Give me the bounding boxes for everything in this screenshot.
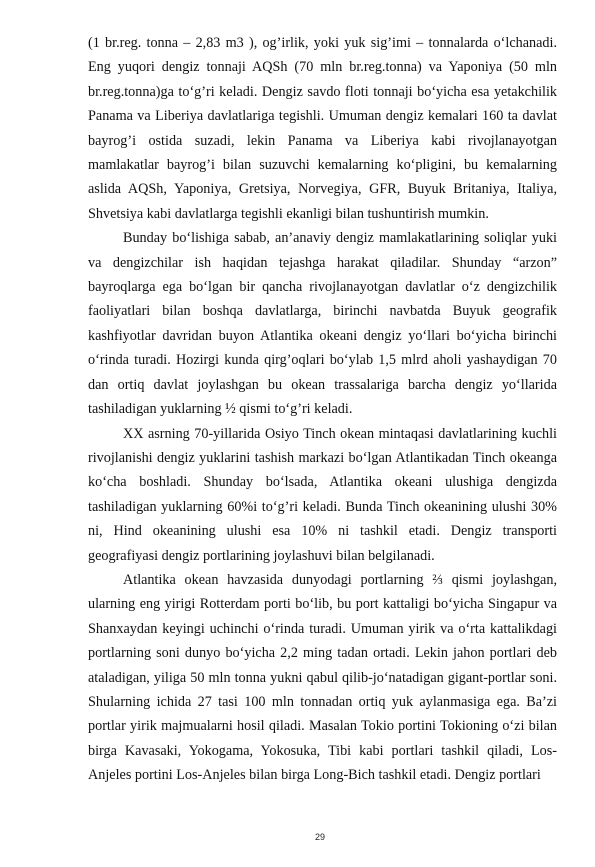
paragraph: Atlantika okean havzasida dunyodagi portlarning ⅔ qismi joylashgan, ularning eng yirigi Rotterdam porti bo‘lib, bu port kattaligi bo‘yicha Singapur va Shanxaydan keyingi uchinchi o‘rinda turadi. Umuman yirik va o‘rta kattalikdagi portlarning soni dunyo bo‘yicha 2,2 ming tadan ortadi. Lekin jahon portlari deb ataladigan, yiliga 50 mln tonna yukni qabul qilib-jo‘natadigan gigant-portlar soni. Shularning ichida 27 tasi 100 mln tonnadan ortiq yuk aylanmasiga ega. Ba’zi portlar yirik majmualarni hosil qiladi. Masalan Tokio portini Tokioning o‘zi bilan birga Kavasaki, Yokogama, Yokosuka, Tibi kabi portlari tashkil qiladi, Los-Anjeles portini Los-Anjeles bilan birga Long-Bich tashkil etadi. Dengiz portlari <box>88 571 557 784</box>
paragraph: Bunday bo‘lishiga sabab, an’anaviy dengiz mamlakatlarining soliqlar yuki va dengizchilar ish haqidan tejashga harakat qiladilar. Shunday “arzon” bayroqlarga ega bo‘lgan bir qancha rivojlanayotgan davlatlar o‘z dengizchilik faoliyatlari bilan boshqa davlatlarga, birinchi navbatda Buyuk geografik kashfiyotlar davridan buyon Atlantika okeani dengiz yo‘llari bo‘yicha birinchi o‘rinda turadi. Hozirgi kunda qirg’oqlari bo‘ylab 1,5 mlrd aholi yashaydigan 70 dan ortiq davlat joylashgan bu okean trassalariga barcha dengiz yo‘llarida tashiladigan yuklarning ½ qismi to‘g’ri keladi. <box>88 230 557 418</box>
page-number: 29 <box>314 832 325 842</box>
paragraph: XX asrning 70-yillarida Osiyo Tinch okean mintaqasi davlatlarining kuchli rivojlanishi dengiz yuklarini tashish markazi bo‘lgan Atlantikadan Tinch okeanga ko‘cha boshladi. Shunday bo‘lsada, Atlantika okeani ulushiga dengizda tashiladigan yuklarning 60%i to‘g’ri keladi. Bunda Tinch okeanining ulushi 30% ni, Hind okeanining ulushi esa 10% ni tashkil etadi. Dengiz transporti geografiyasi dengiz portlarining joylashuvi bilan belgilanadi. <box>88 425 557 564</box>
body-text <box>88 31 557 788</box>
paragraph-continued: (1 br.reg. tonna – 2,83 m3 ), og’irlik, yoki yuk sig’imi – tonnalarda o‘lchanadi. Eng yuqori dengiz tonnaji AQSh (70 mln br.reg.tonna) va Yaponiya (50 mln br.reg.tonna)ga to‘g’ri keladi. Dengiz savdo floti tonnaji bo‘yicha esa yetakchilik Panama va Liberiya davlatlariga tegishli. Umuman dengiz kemalari 160 ta davlat bayrog’i ostida suzadi, lekin Panama va Liberiya kabi rivojlanayotgan mamlakatlar bayrog’i bilan suzuvchi kemalarning ko‘pligini, bu kemalarning aslida AQSh, Yaponiya, Gretsiya, Norvegiya, GFR, Buyuk Britaniya, Italiya, Shvetsiya kabi davlatlarga tegishli ekanligi bilan tushuntirish mumkin. <box>88 35 557 222</box>
